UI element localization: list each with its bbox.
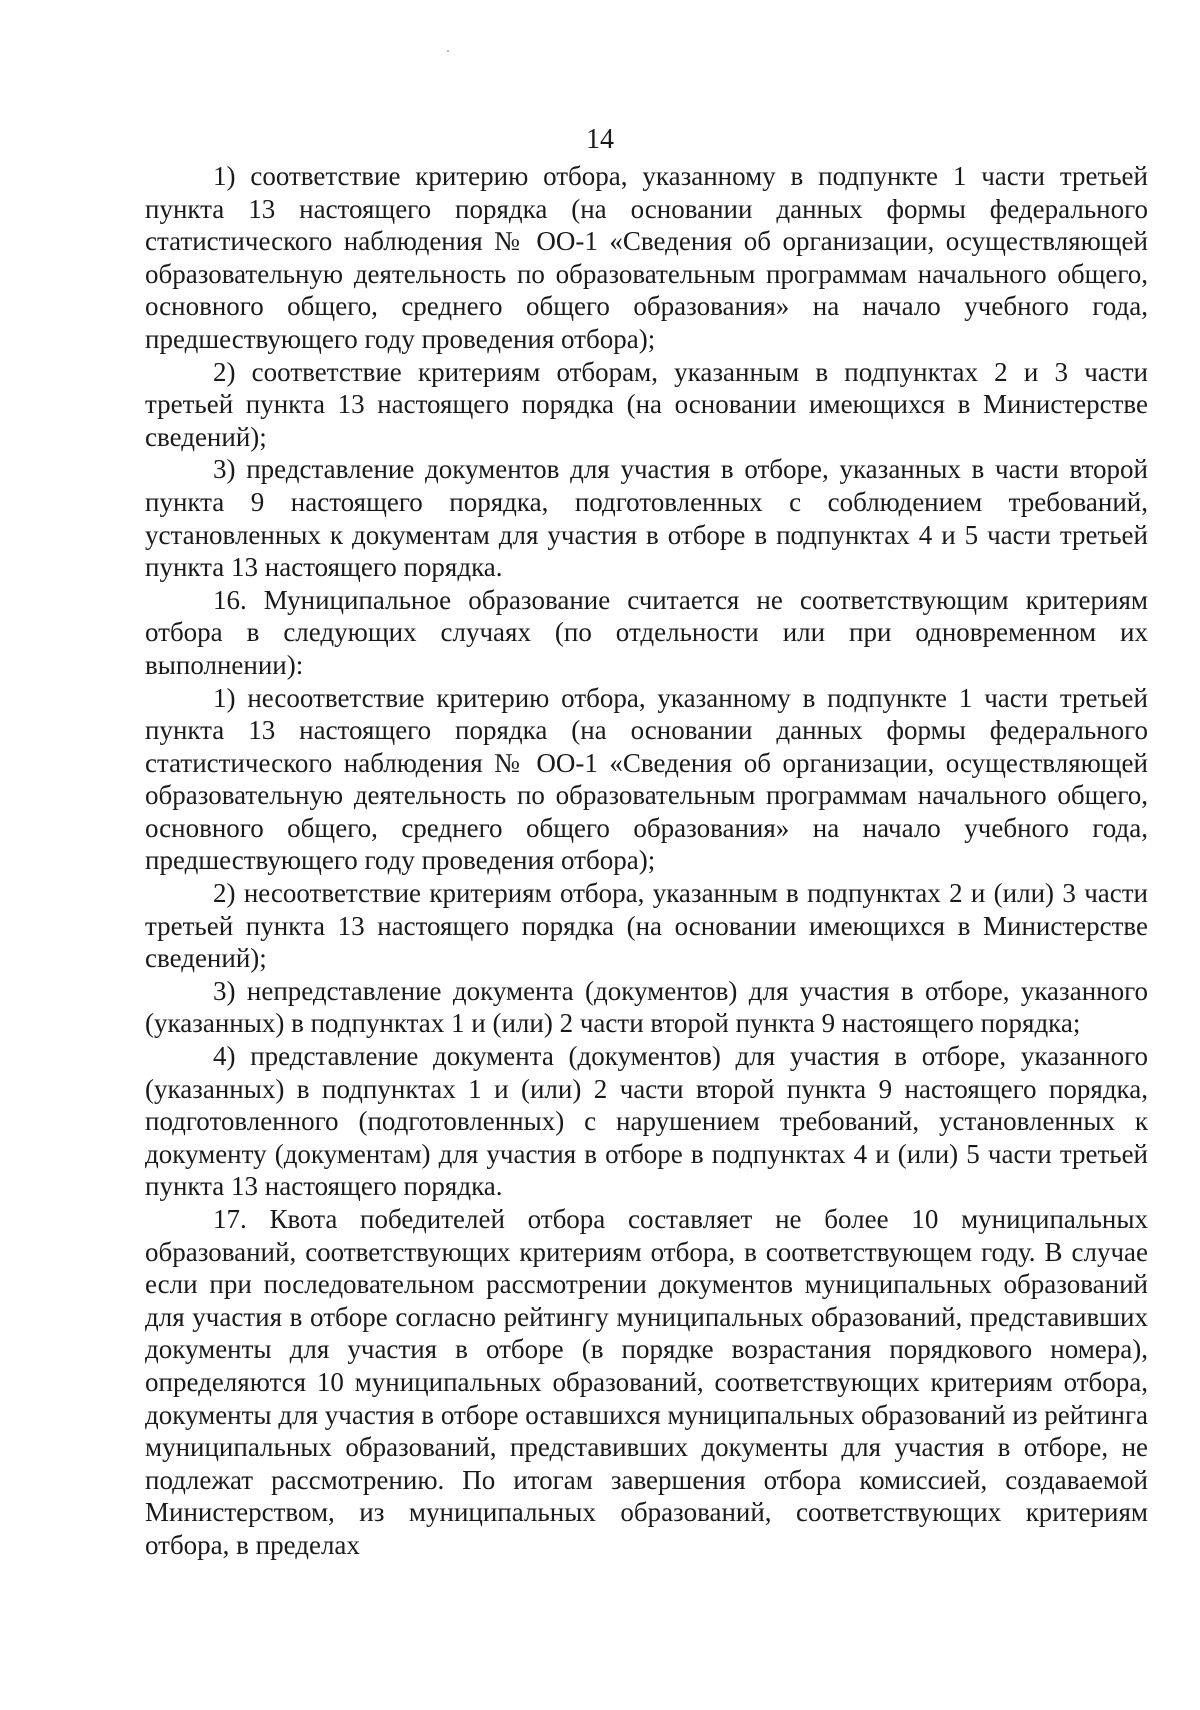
paragraph-16-item-1: 1) несоответствие критерию отбора, указанному в подпункте 1 части третьей пункта 13 настоящего порядка (на основании данных формы федерального статистического наблюдения № ОО-1 «Сведения об организации, осуществляющей образовательную деятельность по образовательным программам начального общего, основного общего, среднего общего образования» на начало учебного года, предшествующего году проведения отбора); bbox=[145, 682, 1148, 876]
paragraph-16-item-2: 2) несоответствие критериям отбора, указанным в подпунктах 2 и (или) 3 части третьей пункта 13 настоящего порядка (на основании имеющихся в Министерстве сведений); bbox=[145, 878, 1148, 974]
paragraph-15-item-3: 3) представление документов для участия в отборе, указанных в части второй пункта 9 настоящего порядка, подготовленных с соблюдением требований, установленных к документам для участия в отборе в подпунктах 4 и 5 части третьей пункта 13 настоящего порядка. bbox=[145, 454, 1148, 583]
paragraph-16-item-4: 4) представление документа (документов) для участия в отборе, указанного (указанных) в подпунктах 1 и (или) 2 части второй пункта 9 настоящего порядка, подготовленного (подготовленных) с нарушением требований, установленных к документу (документам) для участия в отборе в подпунктах 4 и (или) 5 части третьей пункта 13 настоящего порядка. bbox=[145, 1041, 1148, 1202]
page-number: 14 bbox=[586, 124, 614, 155]
paragraph-15-item-2: 2) соответствие критериям отборам, указанным в подпунктах 2 и 3 части третьей пункта 13 настоящего порядка (на основании имеющихся в Министерстве сведений); bbox=[145, 356, 1148, 452]
paragraph-17: 17. Квота победителей отбора составляет не более 10 муниципальных образований, соответствующих критериям отбора, в соответствующем году. В случае если при последовательном рассмотрении документов муниципальных образований для участия в отборе согласно рейтингу муниципальных образований, представивших документы для участия в отборе (в порядке возрастания порядкового номера), определяются 10 муниципальных образований, соответствующих критериям отбора, документы для участия в отборе оставшихся муниципальных образований из рейтинга муниципальных образований, представивших документы для участия в отборе, не подлежат рассмотрению. По итогам завершения отбора комиссией, создаваемой Министерством, из муниципальных образований, соответствующих критериям отбора, в пределах bbox=[145, 1204, 1148, 1560]
scan-speck bbox=[447, 50, 449, 52]
paragraph-16: 16. Муниципальное образование считается не соответствующим критериям отбора в следующих случаях (по отдельности или при одновременном их выполнении): bbox=[145, 584, 1148, 680]
paragraph-16-item-3: 3) непредставление документа (документов) для участия в отборе, указанного (указанных) в подпунктах 1 и (или) 2 части второй пункта 9 настоящего порядка; bbox=[145, 975, 1148, 1039]
paragraph-15-item-1: 1) соответствие критерию отбора, указанному в подпункте 1 части третьей пункта 13 настоящего порядка (на основании данных формы федерального статистического наблюдения № ОО-1 «Сведения об организации, осуществляющей образовательную деятельность по образовательным программам начального общего, основного общего, среднего общего образования» на начало учебного года, предшествующего году проведения отбора); bbox=[145, 161, 1148, 354]
document-body bbox=[145, 160, 1148, 1562]
